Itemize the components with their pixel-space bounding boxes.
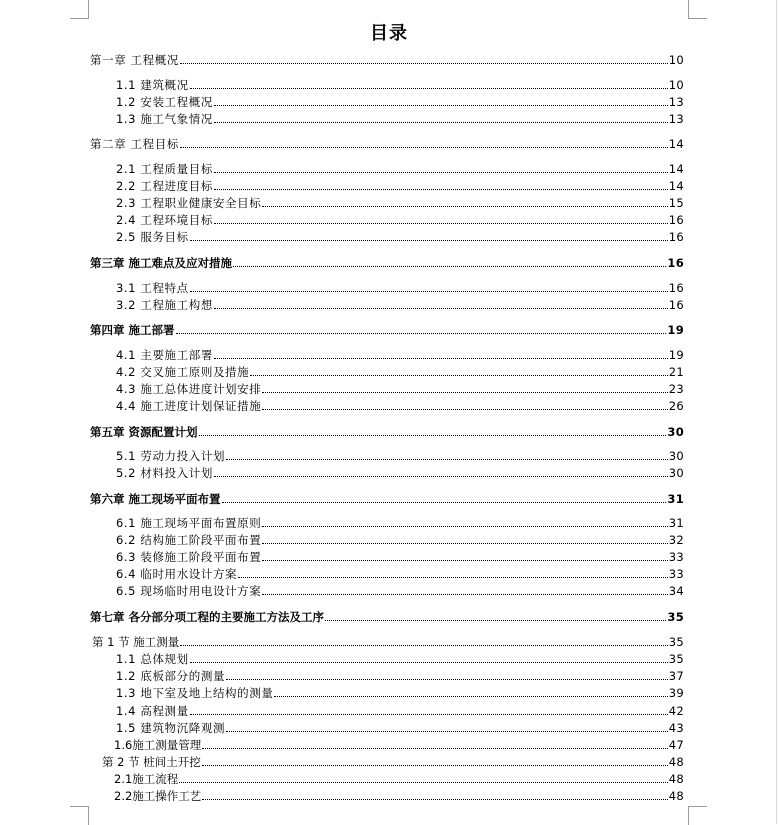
toc-page-number: 30 (667, 425, 684, 439)
leader-dots (325, 619, 666, 621)
toc-entry-text: 第 1 节 施工测量 (92, 635, 180, 649)
leader-dots (199, 434, 667, 436)
toc-page-number: 19 (667, 323, 684, 337)
toc-page-number: 16 (668, 213, 684, 227)
toc-page-number: 35 (667, 610, 684, 624)
toc-page-number: 34 (668, 584, 684, 598)
leader-dots (214, 307, 668, 309)
toc-page-number: 32 (668, 533, 684, 547)
page-edge (776, 0, 777, 824)
toc-entry-text: 第三章 施工难点及应对措施 (90, 256, 233, 270)
toc-entry-text: 6.2 结构施工阶段平面布置 (116, 533, 262, 547)
toc-entry-text: 1.4 高程测量 (116, 704, 189, 718)
leader-dots (226, 678, 668, 680)
toc-item-1-6[interactable] (90, 736, 684, 752)
toc-section-4-3[interactable] (90, 380, 684, 396)
toc-entry-text: 6.1 施工现场平面布置原则 (116, 516, 262, 530)
toc-section-2-5[interactable] (90, 228, 684, 244)
toc-entry-text: 第一章 工程概况 (90, 53, 179, 67)
toc-page-number: 42 (668, 704, 684, 718)
toc-item-2-1[interactable] (90, 770, 684, 786)
toc-section-6-3[interactable] (90, 548, 684, 564)
toc-section-4-1[interactable] (90, 346, 684, 362)
leader-dots (262, 391, 667, 393)
toc-entry-text: 2.1施工流程 (114, 772, 179, 786)
toc-entry-text: 2.4 工程环境目标 (116, 213, 213, 227)
leader-dots (180, 62, 668, 64)
toc-page-number: 13 (668, 112, 684, 126)
toc-entry-text: 4.4 施工进度计划保证措施 (116, 399, 262, 413)
toc-section-1-2[interactable] (90, 93, 684, 109)
leader-dots (262, 525, 667, 527)
leader-dots (179, 781, 667, 783)
toc-page-number: 14 (668, 137, 684, 151)
toc-entry-text: 第二章 工程目标 (90, 137, 179, 151)
toc-entry-text: 1.5 建筑物沉降观测 (116, 721, 226, 735)
toc-section-6-1[interactable] (90, 514, 684, 530)
toc-entry-text: 1.2 底板部分的测量 (116, 669, 226, 683)
leader-dots (262, 542, 667, 544)
toc-section-2-3[interactable] (90, 194, 684, 210)
leader-dots (190, 661, 668, 663)
toc-entry-text: 4.1 主要施工部署 (116, 348, 213, 362)
toc-section-3-1[interactable] (90, 279, 684, 295)
leader-dots (262, 559, 667, 561)
toc-page-number: 33 (668, 550, 684, 564)
toc-page-number: 23 (668, 382, 684, 396)
toc-page-number: 16 (668, 230, 684, 244)
toc-section-4-4[interactable] (90, 397, 684, 413)
toc-page-number: 48 (668, 789, 684, 803)
leader-dots (238, 576, 668, 578)
toc-entry-text: 5.2 材料投入计划 (116, 466, 213, 480)
toc-subsection-7-2[interactable] (90, 753, 684, 769)
toc-entry-text: 2.5 服务目标 (116, 230, 189, 244)
toc-chapter-2[interactable] (90, 135, 684, 151)
toc-page-number: 13 (668, 95, 684, 109)
leader-dots (250, 374, 668, 376)
toc-page-number: 37 (668, 669, 684, 683)
toc-entry-text: 第五章 资源配置计划 (90, 425, 198, 439)
toc-page-number: 47 (668, 738, 684, 752)
toc-entry-text: 第六章 施工现场平面布置 (90, 492, 221, 506)
leader-dots (202, 798, 667, 800)
toc-entry-text: 第七章 各分部分项工程的主要施工方法及工序 (90, 610, 325, 624)
toc-section-4-2[interactable] (90, 363, 684, 379)
toc-entry-text: 1.1 总体规划 (116, 652, 189, 666)
toc-section-2-4[interactable] (90, 211, 684, 227)
toc-page-number: 14 (668, 179, 684, 193)
leader-dots (214, 104, 668, 106)
toc-page-number: 39 (668, 686, 684, 700)
toc-item-1-4[interactable] (90, 702, 684, 718)
toc-page-number: 30 (668, 466, 684, 480)
leader-dots (202, 764, 668, 766)
toc-title: 目录 (370, 23, 408, 44)
toc-entry-text: 2.3 工程职业健康安全目标 (116, 196, 262, 210)
toc-page-number: 48 (668, 755, 684, 769)
toc-entry-text: 6.4 临时用水设计方案 (116, 567, 238, 581)
toc-entry-text: 5.1 劳动力投入计划 (116, 449, 226, 463)
leader-dots (214, 171, 668, 173)
toc-page-number: 31 (667, 492, 684, 506)
toc-entry-text: 2.2 工程进度目标 (116, 179, 213, 193)
leader-dots (190, 87, 668, 89)
page-corner-mark (688, 0, 707, 19)
toc-item-1-1[interactable] (90, 650, 684, 666)
toc-chapter-4[interactable] (90, 321, 684, 337)
leader-dots (214, 188, 668, 190)
toc-section-1-3[interactable] (90, 110, 684, 126)
leader-dots (262, 205, 667, 207)
leader-dots (202, 747, 667, 749)
leader-dots (190, 290, 668, 292)
toc-entry-text: 1.3 施工气象情况 (116, 112, 213, 126)
toc-entry-text: 4.3 施工总体进度计划安排 (116, 382, 262, 396)
toc-entry-text: 6.5 现场临时用电设计方案 (116, 584, 262, 598)
toc-entry-text: 3.2 工程施工构想 (116, 298, 213, 312)
leader-dots (226, 458, 668, 460)
toc-entry-text: 1.6施工测量管理 (114, 738, 202, 752)
toc-subsection-7-1[interactable] (90, 633, 684, 649)
toc-page-number: 15 (668, 196, 684, 210)
toc-section-5-1[interactable] (90, 447, 684, 463)
toc-page-number: 16 (668, 298, 684, 312)
toc-entry-text: 1.3 地下室及地上结构的测量 (116, 686, 274, 700)
toc-chapter-7[interactable] (90, 608, 684, 624)
page-corner-mark (688, 806, 707, 825)
leader-dots (180, 644, 667, 646)
toc-section-3-2[interactable] (90, 296, 684, 312)
toc-page-number: 14 (668, 162, 684, 176)
toc-page-number: 31 (668, 516, 684, 530)
leader-dots (214, 222, 668, 224)
toc-item-1-2[interactable] (90, 667, 684, 683)
toc-page-number: 19 (668, 348, 684, 362)
toc-page-number: 10 (668, 53, 684, 67)
toc-section-6-4[interactable] (90, 565, 684, 581)
leader-dots (214, 475, 668, 477)
toc-section-1-1[interactable] (90, 76, 684, 92)
toc-page-number: 16 (668, 281, 684, 295)
toc-chapter-1[interactable] (90, 51, 684, 67)
toc-item-2-2[interactable] (90, 787, 684, 803)
leader-dots (214, 357, 668, 359)
toc-entry-text: 2.1 工程质量目标 (116, 162, 213, 176)
leader-dots (233, 265, 666, 267)
toc-item-1-3[interactable] (90, 684, 684, 700)
toc-section-6-2[interactable] (90, 531, 684, 547)
toc-page-number: 21 (668, 365, 684, 379)
leader-dots (262, 408, 667, 410)
toc-page-number: 43 (668, 721, 684, 735)
toc-entry-text: 2.2施工操作工艺 (114, 789, 202, 803)
toc-section-2-1[interactable] (90, 160, 684, 176)
leader-dots (190, 713, 668, 715)
leader-dots (180, 146, 668, 148)
leader-dots (262, 593, 667, 595)
toc-entry-text: 4.2 交叉施工原则及措施 (116, 365, 250, 379)
toc-page-number: 26 (668, 399, 684, 413)
toc-entry-text: 1.1 建筑概况 (116, 78, 189, 92)
toc-page-number: 30 (668, 449, 684, 463)
toc-entry-text: 6.3 装修施工阶段平面布置 (116, 550, 262, 564)
leader-dots (226, 730, 668, 732)
leader-dots (222, 501, 667, 503)
leader-dots (190, 239, 668, 241)
page-corner-mark (70, 806, 89, 825)
leader-dots (176, 332, 667, 334)
toc-page-number: 35 (668, 652, 684, 666)
toc-page-number: 33 (668, 567, 684, 581)
toc-page-number: 35 (668, 635, 684, 649)
toc-entry-text: 1.2 安装工程概况 (116, 95, 213, 109)
toc-chapter-6[interactable] (90, 490, 684, 506)
toc-entry-text: 第四章 施工部署 (90, 323, 175, 337)
toc-section-6-5[interactable] (90, 582, 684, 598)
toc-page-number: 10 (668, 78, 684, 92)
toc-item-1-5[interactable] (90, 719, 684, 735)
toc-page-number: 48 (668, 772, 684, 786)
toc-entry-text: 第 2 节 桩间土开挖 (102, 755, 201, 769)
toc-chapter-3[interactable] (90, 254, 684, 270)
toc-chapter-5[interactable] (90, 423, 684, 439)
toc-section-5-2[interactable] (90, 464, 684, 480)
toc-section-2-2[interactable] (90, 177, 684, 193)
toc-page-number: 16 (667, 256, 684, 270)
leader-dots (274, 695, 667, 697)
page-corner-mark (70, 0, 89, 19)
toc-entry-text: 3.1 工程特点 (116, 281, 189, 295)
leader-dots (214, 121, 668, 123)
